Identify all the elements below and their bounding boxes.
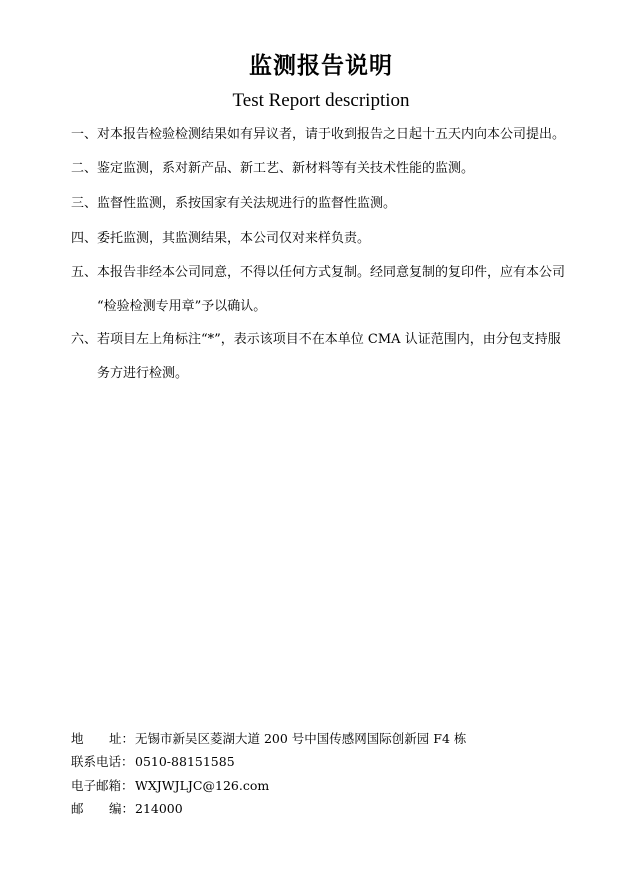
note-item-5-line1: 五、本报告非经本公司同意，不得以任何方式复制。经同意复制的复印件，应有本公司 [71, 265, 566, 280]
note-item-3: 三、监督性监测，系按国家有关法规进行的监督性监测。 [71, 196, 397, 211]
phone-label: 联系电话： [71, 754, 134, 769]
note-item-1: 一、对本报告检验检测结果如有异议者，请于收到报告之日起十五天内向本公司提出。 [71, 127, 566, 142]
address-value: 无锡市新吴区菱湖大道 200 号中国传感网国际创新园 F4 栋 [135, 731, 467, 746]
address-label: 地 址： [71, 731, 135, 746]
note-item-5-line2: “检验检测专用章”予以确认。 [97, 299, 267, 314]
note-item-2: 二、鉴定监测，系对新产品、新工艺、新材料等有关技术性能的监测。 [71, 161, 475, 176]
note-item-6-line1: 六、若项目左上角标注“*”，表示该项目不在本单位 CMA 认证范围内，由分包支持服 [71, 332, 561, 347]
note-item-4: 四、委托监测，其监测结果，本公司仅对来样负责。 [71, 231, 371, 246]
contact-phone [71, 754, 235, 770]
note-item-5 [71, 265, 581, 315]
contact-postal [71, 801, 183, 817]
postal-value: 214000 [135, 801, 183, 816]
page-subtitle: Test Report description [232, 90, 410, 111]
contact-address [71, 731, 466, 747]
email-label: 电子邮箱： [71, 778, 134, 793]
note-item-6 [71, 332, 581, 382]
postal-label: 邮 编： [71, 801, 135, 816]
note-item-6-line2: 务方进行检测。 [97, 366, 189, 381]
page-title: 监测报告说明 [249, 53, 393, 79]
email-value: WXJWJLJC@126.com [135, 778, 270, 793]
contact-email [71, 778, 269, 794]
phone-value: 0510-88151585 [135, 754, 235, 769]
